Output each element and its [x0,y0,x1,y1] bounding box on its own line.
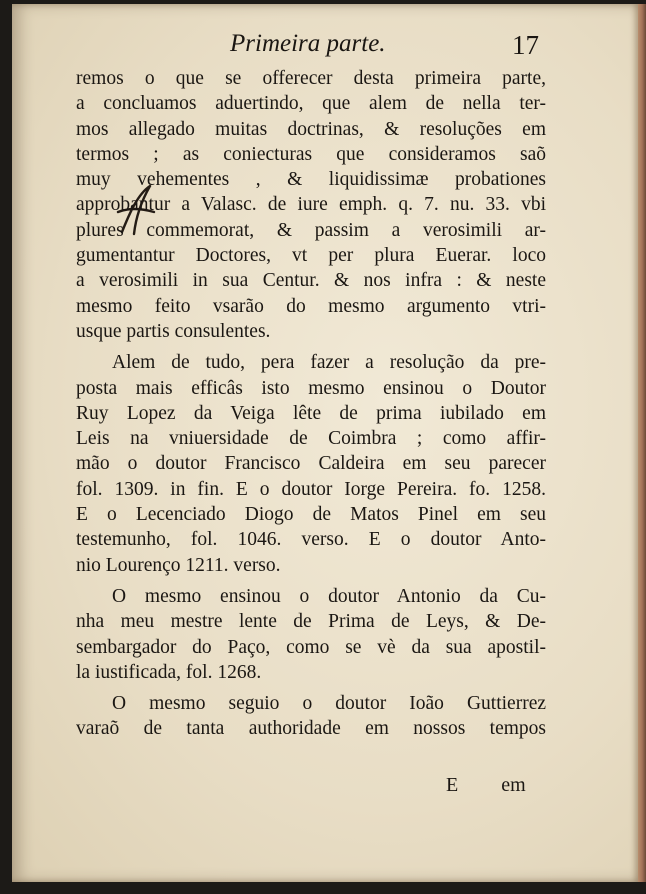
book-page [12,4,638,882]
text-line: termos ; as coniecturas que consideramos saõ [76,143,546,165]
paragraph-4 [76,691,546,742]
text-line: Alem de tudo, pera fazer a resolução da pre- [112,352,546,374]
paragraph-1 [76,66,546,344]
text-line: posta mais efficâs isto mesmo ensinou o Doutor [76,377,546,399]
text-line: sembargador do Paço, como se vè da sua apostil- [76,636,546,658]
catchword: E [446,774,459,796]
catchword-line [446,774,564,797]
text-line: E o Lecenciado Diogo de Matos Pinel em seu [76,504,546,526]
text-line: usque partis consulentes. [76,320,271,342]
text-line: approbantur a Valasc. de iure emph. q. 7. nu. 33. vbi [76,194,546,216]
text-line: nio Lourenço 1211. verso. [76,554,281,576]
page-header [12,26,638,62]
running-head: Primeira parte. [230,30,386,57]
page-number: 17 [512,30,539,60]
text-line: a concluamos aduertindo, que alem de nella ter- [76,93,546,115]
text-line: muy vehementes , & liquidissimæ probationes [76,169,546,191]
catchword: em [501,774,526,796]
text-line: fol. 1309. in fin. E o doutor Iorge Pereira. fo. 1258. [76,478,546,500]
text-line: testemunho, fol. 1046. verso. E o doutor Anto- [76,529,546,551]
text-line: mão o doutor Francisco Caldeira em seu parecer [76,453,546,475]
paragraph-2 [76,350,546,578]
text-line: mesmo feito vsarão do mesmo argumento vtri- [76,295,546,317]
text-line: a verosimili in sua Centur. & nos infra : & neste [76,270,546,292]
text-line: Leis na vniuersidade de Coimbra ; como affir- [76,428,546,450]
text-line: nha meu mestre lente de Prima de Leys, & De- [76,611,546,633]
text-line: la iustificada, fol. 1268. [76,661,262,683]
text-line: varaõ de tanta authoridade em nossos tempos [76,718,546,740]
text-line: gumentantur Doctores, vt per plura Euerar. loco [76,245,546,267]
text-line: plures commemorat, & passim a verosimili ar- [76,219,546,241]
text-line: remos o que se offerecer desta primeira parte, [76,68,546,89]
text-line: O mesmo seguio o doutor Ioão Guttierrez [112,693,546,715]
text-line: O mesmo ensinou o doutor Antonio da Cu- [112,585,546,607]
body-text [76,66,546,742]
text-line: Ruy Lopez da Veiga lête de prima iubilado em [76,402,546,424]
text-line: mos allegado muitas doctrinas, & resoluções em [76,118,546,140]
paragraph-3 [76,584,546,685]
